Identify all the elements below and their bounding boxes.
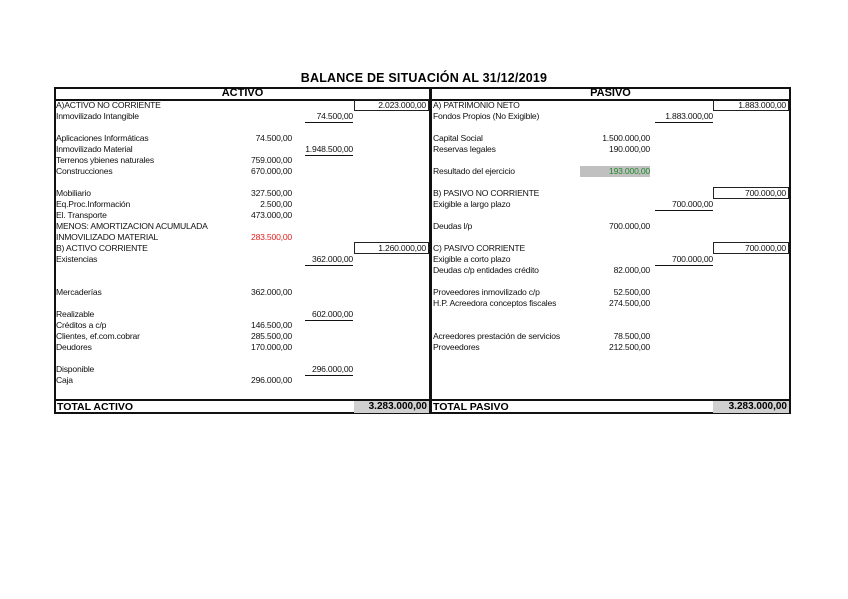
row-label: Proveedores inmovilizado c/p [433, 287, 540, 297]
row-label: Fondos Propios (No Exigible) [433, 111, 540, 121]
row-label: Inmovilizado Intangible [56, 111, 139, 121]
item-value: 327.500,00 [250, 188, 292, 198]
section-total: 1.883.000,00 [713, 99, 789, 111]
section-total: 1.260.000,00 [354, 242, 429, 254]
row-label: Acreedores prestación de servicios [433, 331, 560, 341]
row-label: Deudas l/p [433, 221, 473, 231]
subtotal-value: 602.000,00 [305, 309, 353, 321]
item-value: 146.500,00 [250, 320, 292, 330]
item-value: 1.500.000,00 [602, 133, 650, 143]
item-value: 274.500,00 [608, 298, 650, 308]
row-label: Créditos a c/p [56, 320, 107, 330]
row-label: Existencias [56, 254, 98, 264]
row-label: Disponible [56, 364, 95, 374]
item-value: 759.000,00 [250, 155, 292, 165]
item-value: 473.000,00 [250, 210, 292, 220]
row-label: Capital Social [433, 133, 483, 143]
section-total: 700.000,00 [713, 187, 789, 199]
row-label: Deudores [56, 342, 92, 352]
row-label: Clientes, ef.com.cobrar [56, 331, 140, 341]
subtotal-value: 1.948.500,00 [305, 144, 353, 154]
row-label: Realizable [56, 309, 95, 319]
row-label: C) PASIVO CORRIENTE [433, 243, 526, 253]
item-value: 2.500,00 [260, 199, 292, 209]
page-title: BALANCE DE SITUACIÓN AL 31/12/2019 [300, 71, 548, 85]
section-total: 2.023.000,00 [354, 99, 429, 111]
row-label: Exigible a largo plazo [433, 199, 511, 209]
item-value: 362.000,00 [250, 287, 292, 297]
row-label: Reservas legales [433, 144, 496, 154]
item-value: 670.000,00 [250, 166, 292, 176]
row-label: Inmovilizado Material [56, 144, 133, 154]
item-value: 193.000,00 [580, 166, 650, 177]
item-value: 170.000,00 [250, 342, 292, 352]
row-label: Resultado del ejercicio [433, 166, 515, 176]
item-value: 190.000,00 [608, 144, 650, 154]
row-label: Caja [56, 375, 73, 385]
row-label: A) PATRIMONIO NETO [433, 100, 520, 110]
row-label: H.P. Acreedora conceptos fiscales [433, 298, 557, 308]
row-label: Aplicaciones Informáticas [56, 133, 149, 143]
total-pasivo-label: TOTAL PASIVO [432, 399, 790, 414]
row-label: El. Transporte [56, 210, 107, 220]
row-label: Eq.Proc.Información [56, 199, 131, 209]
item-value: 78.500,00 [613, 331, 650, 341]
row-label: B) PASIVO NO CORRIENTE [433, 188, 540, 198]
subtotal-value: 296.000,00 [305, 364, 353, 376]
subtotal-value: 1.883.000,00 [655, 111, 713, 123]
pasivo-header: PASIVO [432, 87, 789, 101]
row-label: INMOVILIZADO MATERIAL [56, 232, 159, 242]
subtotal-value: 74.500,00 [305, 111, 353, 123]
row-label: A)ACTIVO NO CORRIENTE [56, 100, 161, 110]
total-activo-value: 3.283.000,00 [354, 401, 429, 413]
row-label: Mobiliario [56, 188, 91, 198]
item-value: 296.000,00 [250, 375, 292, 385]
row-label: Construcciones [56, 166, 113, 176]
row-label: MENOS: AMORTIZACION ACUMULADA [56, 221, 208, 231]
activo-header: ACTIVO [56, 87, 429, 101]
row-label: Proveedores [433, 342, 480, 352]
item-value: 283.500,00 [250, 232, 292, 242]
row-label: Terrenos ybienes naturales [56, 155, 154, 165]
total-activo-label: TOTAL ACTIVO [56, 399, 430, 414]
item-value: 52.500,00 [613, 287, 650, 297]
row-label: B) ACTIVO CORRIENTE [56, 243, 148, 253]
section-total: 700.000,00 [713, 242, 789, 254]
total-pasivo-value: 3.283.000,00 [713, 401, 789, 413]
subtotal-value: 700.000,00 [655, 199, 713, 211]
row-label: Mercaderías [56, 287, 102, 297]
subtotal-value: 700.000,00 [655, 254, 713, 266]
item-value: 285.500,00 [250, 331, 292, 341]
item-value: 74.500,00 [255, 133, 292, 143]
row-label: Exigible a corto plazo [433, 254, 511, 264]
column-divider [429, 87, 432, 414]
subtotal-value: 362.000,00 [305, 254, 353, 266]
item-value: 82.000,00 [613, 265, 650, 275]
item-value: 700.000,00 [608, 221, 650, 231]
row-label: Deudas c/p entidades crédito [433, 265, 539, 275]
item-value: 212.500,00 [608, 342, 650, 352]
